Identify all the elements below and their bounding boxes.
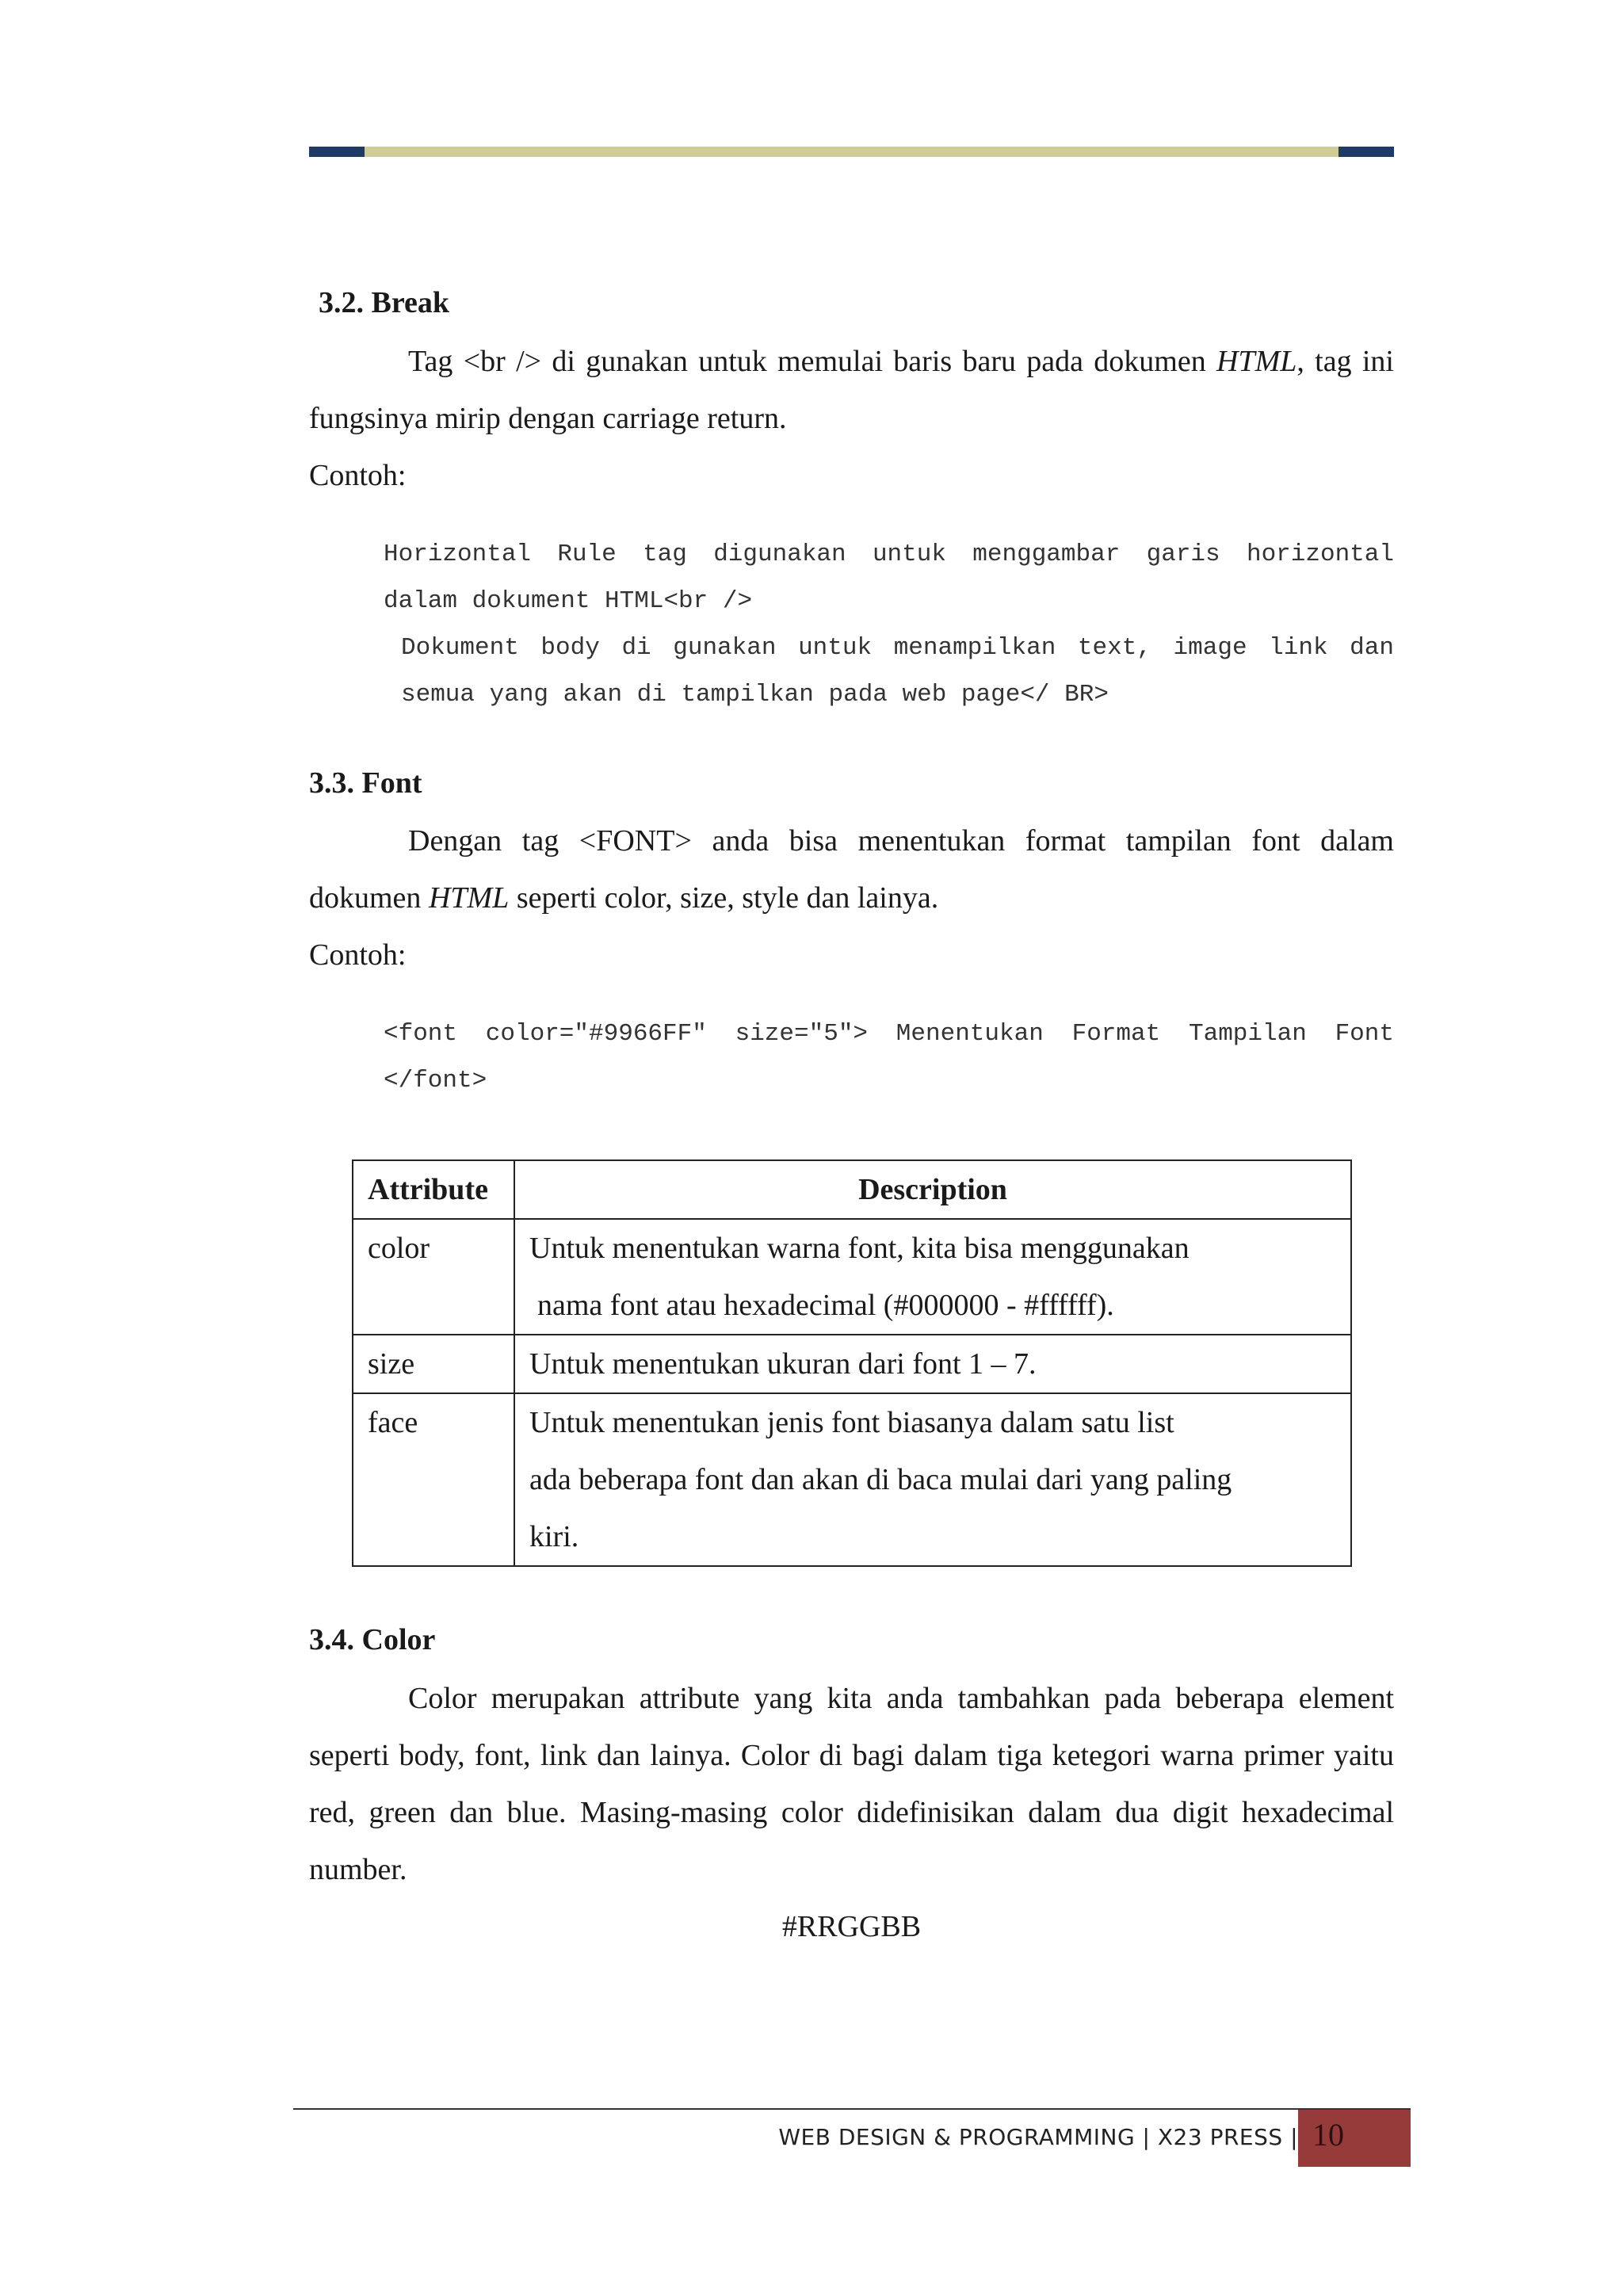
footer-rule (293, 2108, 1411, 2110)
page-number-box (1298, 2110, 1411, 2167)
desc-line: ada beberapa font dan akan di baca mulai dari yang paling (529, 1463, 1232, 1497)
break-paragraph-html: HTML (1216, 344, 1297, 378)
table-cell-attr: size (353, 1335, 514, 1393)
table-row (353, 1393, 1351, 1566)
font-paragraph-html: HTML (428, 881, 510, 915)
table-header-row (353, 1160, 1351, 1219)
break-paragraph-part1: Tag <br /> di gunakan untuk memulai baris baru pada dokumen (408, 344, 1216, 378)
section-heading-font: 3.3. Font (309, 766, 422, 800)
footer-text: WEB DESIGN & PROGRAMMING | X23 PRESS | (778, 2124, 1298, 2150)
header-decorative-bar (309, 147, 1394, 157)
desc-line: kiri. (529, 1520, 579, 1554)
header-bar-left-cap (309, 147, 365, 157)
break-code-line-2: Dokument body di gunakan untuk menampilkan text, image link dan semua yang akan di tampilkan pada web page</ BR> (401, 633, 1394, 709)
desc-line: Untuk menentukan warna font, kita bisa menggunakan (529, 1232, 1190, 1266)
table-header-attribute: Attribute (353, 1160, 514, 1219)
table-row (353, 1219, 1351, 1335)
section-heading-color: 3.4. Color (309, 1623, 436, 1657)
page-number: 10 (1312, 2117, 1344, 2153)
table-cell-desc (514, 1335, 1351, 1393)
font-attribute-table (352, 1159, 1352, 1567)
desc-line: Untuk menentukan jenis font biasanya dalam satu list (529, 1406, 1174, 1440)
table-cell-attr: color (353, 1219, 514, 1335)
table-row (353, 1335, 1351, 1393)
page-content (309, 285, 1394, 1955)
break-paragraph-part2: , tag ini fungsinya mirip dengan carriage return. (309, 344, 1394, 435)
font-paragraph (309, 812, 1394, 926)
desc-line: Untuk menentukan ukuran dari font 1 – 7. (529, 1347, 1037, 1381)
desc-line: nama font atau hexadecimal (#000000 - #ffffff). (537, 1289, 1114, 1323)
break-code-line-1: Horizontal Rule tag digunakan untuk menggambar garis horizontal dalam dokument HTML<br /> (384, 540, 1394, 615)
font-code-block (384, 1010, 1394, 1104)
font-paragraph-part2: seperti color, size, style dan lainya. (509, 881, 939, 915)
break-example-label: Contoh: (309, 458, 407, 492)
break-paragraph (309, 333, 1394, 447)
font-paragraph-part1: Dengan tag <FONT> anda bisa menentukan format tampilan font dalam dokumen (309, 824, 1394, 915)
table-cell-desc (514, 1219, 1351, 1335)
color-paragraph: Color merupakan attribute yang kita anda tambahkan pada beberapa element seperti body, font, link dan lainya. Color di bagi dalam tiga ketegori warna primer yaitu red, green dan blue. Masing-masing color didefinisikan dalam dua digit hexadecimal number. (309, 1681, 1394, 1886)
table-cell-desc (514, 1393, 1351, 1566)
font-example-label: Contoh: (309, 938, 407, 972)
section-heading-break: 3.2. Break (319, 286, 450, 319)
header-bar-right-cap (1338, 147, 1394, 157)
table-header-description: Description (514, 1160, 1351, 1219)
table-cell-attr: face (353, 1393, 514, 1566)
color-format: #RRGGBB (781, 1909, 922, 1943)
font-code-line-1: <font color="#9966FF" size="5"> Menentukan Format Tampilan Font </font> (384, 1020, 1394, 1095)
break-code-block (384, 531, 1394, 718)
